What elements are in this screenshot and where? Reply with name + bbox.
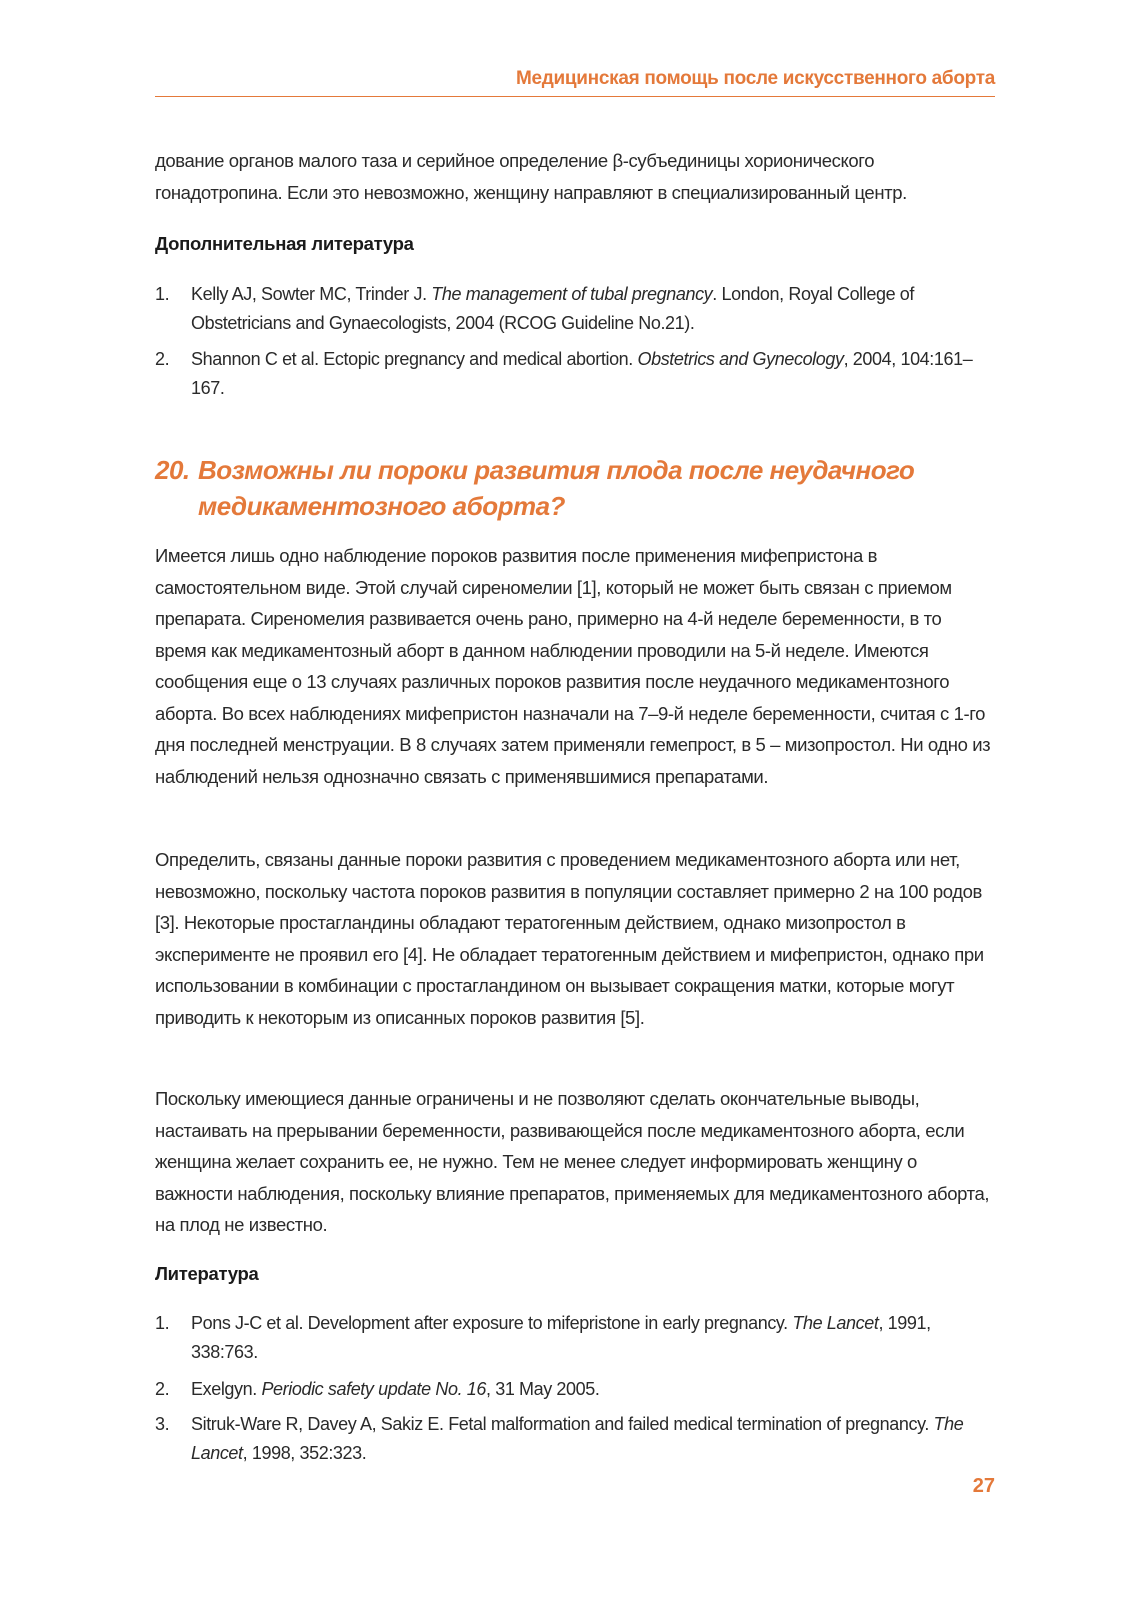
ref-text: Pons J-C et al. Development after exposure to mifepristone in early pregnancy. The Lancet, 1991, 338:763. xyxy=(191,1313,931,1362)
ref-number: 1. xyxy=(155,1313,170,1333)
ref-number: 2. xyxy=(155,1379,170,1399)
ref-text: Kelly AJ, Sowter MC, Trinder J. The management of tubal pregnancy. London, Royal College of Obstetricians and Gynaecologists, 2004 (RCOG Guideline No.21). xyxy=(191,284,915,333)
further-reading-item xyxy=(155,345,995,405)
ref-text: Sitruk-Ware R, Davey A, Sakiz E. Fetal malformation and failed medical termination of pregnancy. The Lancet, 1998, 352:323. xyxy=(191,1414,964,1463)
ref-text: Exelgyn. Periodic safety update No. 16, 31 May 2005. xyxy=(191,1379,600,1399)
reference-item xyxy=(155,1375,995,1405)
question-text: Возможны ли пороки развития плода после неудачного медикаментозного аборта? xyxy=(198,455,915,521)
further-reading-heading: Дополнительная литература xyxy=(155,233,414,254)
page-header xyxy=(155,66,995,97)
ref-text: Shannon C et al. Ectopic pregnancy and medical abortion. Obstetrics and Gynecology, 2004, 104:161–167. xyxy=(191,349,973,398)
references-heading: Литература xyxy=(155,1263,259,1284)
ref-number: 1. xyxy=(155,284,170,304)
body-paragraph: Поскольку имеющиеся данные ограничены и не позволяют сделать окончательные выводы, настаивать на прерывании беременности, развивающейся после медикаментозного аборта, если женщина желает сохранить ее, не нужно. Тем не менее следует информировать женщину о важности наблюдения, поскольку влияние препаратов, применяемых для медикаментозного аборта, на плод не известно. xyxy=(155,1088,990,1235)
question-number: 20. xyxy=(155,455,190,485)
body-paragraph: Имеется лишь одно наблюдение пороков развития после применения мифепристона в самостоятельном виде. Этой случай сиреномелии [1], который не может быть связан с приемом препарата. Сиреномелия развивается очень рано, примерно на 4-й неделе беременности, в то время как медикаментозный аборт в данном наблюдении проводили на 5-й неделе. Имеются сообщения еще о 13 случаях различных пороков развития после неудачного медикаментозного аборта. Во всех наблюдениях мифепристон назначали на 7–9-й неделе беременности, считая с 1-го дня последней менструации. В 8 случаях затем применяли гемепрост, в 5 – мизопростол. Ни одно из наблюдений нельзя однозначно связать с применявшимися препаратами. xyxy=(155,545,991,787)
body-paragraph: Определить, связаны данные пороки развития с проведением медикаментозного аборта или нет, невозможно, поскольку частота пороков развития в популяции составляет примерно 2 на 100 родов [3]. Некоторые простагландины обладают тератогенным действием, однако мизопростол в эксперименте не проявил его [4]. Не обладает тератогенным действием и мифепристон, однако при использовании в комбинации с простагландином он вызывает сокращения матки, которые могут приводить к некоторым из описанных пороков развития [5]. xyxy=(155,849,984,1028)
reference-item xyxy=(155,1309,995,1369)
page-number: 27 xyxy=(972,1475,995,1497)
intro-paragraph: дование органов малого таза и серийное определение β-субъединицы хорионического гонадотропина. Если это невозможно, женщину направляют в специализированный центр. xyxy=(155,150,907,203)
ref-number: 2. xyxy=(155,349,170,369)
ref-number: 3. xyxy=(155,1414,170,1434)
header-title: Медицинская помощь после искусственного аборта xyxy=(515,68,995,89)
reference-item xyxy=(155,1410,995,1470)
further-reading-item xyxy=(155,280,995,340)
